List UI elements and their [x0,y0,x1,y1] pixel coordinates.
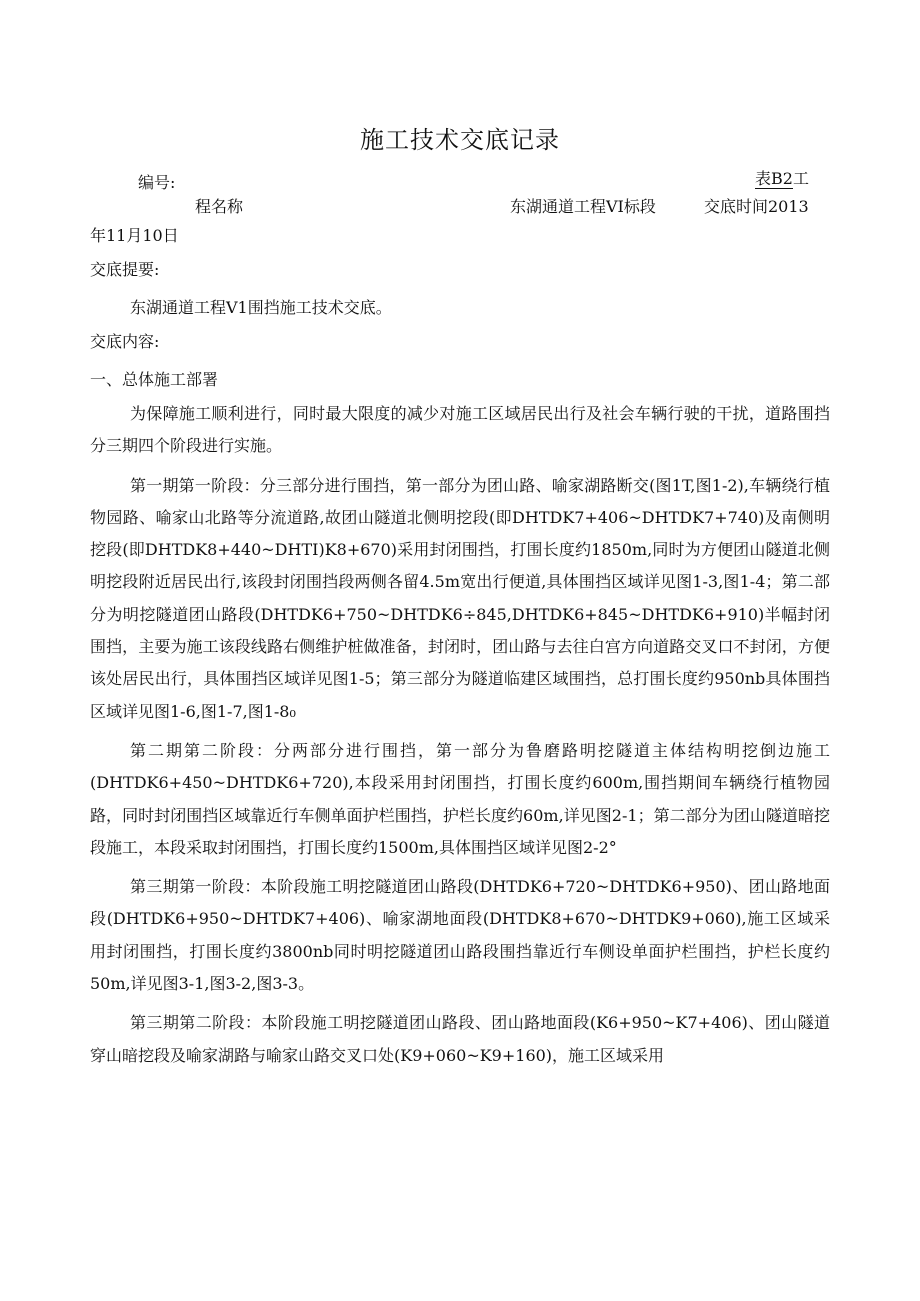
content-label: 交底内容: [90,332,160,351]
project-name-label: 程名称 [195,197,244,216]
content-body [90,398,830,1072]
form-code-value: 表B2 [755,169,793,188]
document-title: 施工技术交底记录 [360,126,560,154]
project-name-value: 东湖通道工程VI标段 [510,197,656,216]
disclosure-date: 年11月10日 [90,226,179,245]
paragraph: 为保障施工顺利进行，同时最大限度的减少对施工区域居民出行及社会车辆行驶的干扰，道路围挡分三期四个阶段进行实施。 [90,404,830,456]
paragraph: 第三期第二阶段：本阶段施工明挖隧道团山路段、团山路地面段(K6+950~K7+406)、团山隧道穿山暗挖段及喻家湖路与喻家山路交叉口处(K9+060~K9+160)，施工区域采用 [90,1013,830,1065]
summary-text: 东湖通道工程V1围挡施工技术交底。 [130,298,392,317]
number-label: 编号: [138,173,176,192]
form-code-suffix: 工 [792,169,809,188]
paragraph: 第二期第二阶段：分两部分进行围挡，第一部分为鲁磨路明挖隧道主体结构明挖倒边施工(DHTDK6+450~DHTDK6+720),本段采用封闭围挡，打围长度约600m,围挡期间车辆绕行植物园路，同时封闭围挡区域靠近行车侧单面护栏围挡，护栏长度约60m,详见图2-1；第二部分为团山隧道暗挖段施工，本段采取封闭围挡，打围长度约1500m,具体围挡区域详见图2-2° [90,740,830,857]
form-code [755,168,809,190]
summary-label: 交底提要: [90,260,160,279]
paragraph: 第三期第一阶段：本阶段施工明挖隧道团山路段(DHTDK6+720~DHTDK6+950)、团山路地面段(DHTDK6+950~DHTDK7+406)、喻家湖地面段(DHTDK8+670~DHTDK9+060),施工区域采用封闭围挡，打围长度约3800nb同时明挖隧道团山路段围挡靠近行车侧设单面护栏围挡，护栏长度约50m,详见图3-1,图3-2,图3-3。 [90,877,830,994]
disclosure-time-label: 交底时间2013 [704,197,809,216]
paragraph: 第一期第一阶段：分三部分进行围挡，第一部分为团山路、喻家湖路断交(图1T,图1-2),车辆绕行植物园路、喻家山北路等分流道路,故团山隧道北侧明挖段(即DHTDK7+406~DHTDK7+740)及南侧明挖段(即DHTDK8+440~DHTI)K8+670)采用封闭围挡，打围长度约1850m,同时为方便团山隧道北侧明挖段附近居民出行,该段封闭围挡段两侧各留4.5m宽出行便道,具体围挡区域详见图1-3,图1-4；第二部分为明挖隧道团山路段(DHTDK6+750~DHTDK6÷845,DHTDK6+845~DHTDK6+910)半幅封闭围挡，主要为施工该段线路右侧维护桩做准备，封闭时，团山路与去往白宫方向道路交叉口不封闭，方便该处居民出行，具体围挡区域详见图1-5；第三部分为隧道临建区域围挡，总打围长度约950nb具体围挡区域详见图1-6,图1-7,图1-8₀ [90,475,830,721]
section-heading: 一、总体施工部署 [90,370,219,389]
